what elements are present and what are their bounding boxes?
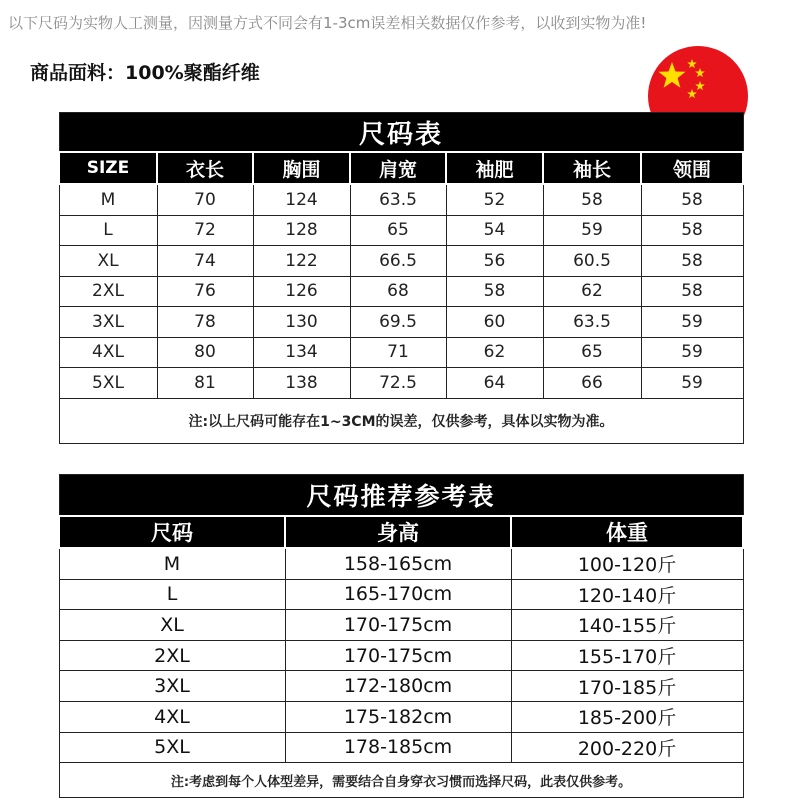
size-chart-table	[58, 112, 744, 444]
value-cell: 66.5	[350, 246, 446, 277]
value-cell: 81	[157, 368, 253, 399]
value-cell: 59	[641, 368, 743, 399]
value-cell: 60	[446, 307, 543, 338]
value-cell: 58	[641, 215, 743, 246]
value-cell: 63.5	[543, 307, 641, 338]
size-cell: 4XL	[59, 337, 157, 368]
value-cell: 134	[253, 337, 350, 368]
value-cell: 64	[446, 368, 543, 399]
value-cell: 140-155斤	[511, 610, 743, 641]
header-size: 尺码	[59, 516, 285, 548]
size-cell: M	[59, 548, 285, 579]
size-cell: 2XL	[59, 276, 157, 307]
small-star-3	[695, 81, 705, 90]
recommend-chart-row	[59, 548, 743, 579]
value-cell: 170-185斤	[511, 671, 743, 702]
value-cell: 165-170cm	[285, 579, 511, 610]
size-cell: XL	[59, 610, 285, 641]
value-cell: 170-175cm	[285, 640, 511, 671]
size-chart-row	[59, 246, 743, 277]
recommend-chart-note: 注:考虑到每个人体型差异，需要结合自身穿衣习惯而选择尺码，此表仅供参考。	[59, 763, 743, 798]
fabric-info: 商品面料：100%聚酯纤维	[30, 62, 260, 84]
value-cell: 59	[641, 337, 743, 368]
value-cell: 76	[157, 276, 253, 307]
recommend-chart-row	[59, 610, 743, 641]
header-sleeve-length: 袖长	[543, 152, 641, 184]
value-cell: 170-175cm	[285, 610, 511, 641]
value-cell: 120-140斤	[511, 579, 743, 610]
value-cell: 74	[157, 246, 253, 277]
value-cell: 122	[253, 246, 350, 277]
size-cell: L	[59, 579, 285, 610]
value-cell: 63.5	[350, 184, 446, 215]
value-cell: 68	[350, 276, 446, 307]
size-chart-row	[59, 215, 743, 246]
value-cell: 66	[543, 368, 641, 399]
recommend-chart-title: 尺码推荐参考表	[59, 475, 743, 517]
value-cell: 69.5	[350, 307, 446, 338]
value-cell: 158-165cm	[285, 548, 511, 579]
recommend-chart-row	[59, 732, 743, 763]
header-collar: 领围	[641, 152, 743, 184]
value-cell: 54	[446, 215, 543, 246]
value-cell: 72.5	[350, 368, 446, 399]
size-cell: 5XL	[59, 732, 285, 763]
value-cell: 58	[446, 276, 543, 307]
recommend-chart-header-row	[59, 516, 743, 548]
value-cell: 138	[253, 368, 350, 399]
size-cell: L	[59, 215, 157, 246]
value-cell: 200-220斤	[511, 732, 743, 763]
size-chart-title: 尺码表	[59, 113, 743, 153]
value-cell: 172-180cm	[285, 671, 511, 702]
value-cell: 100-120斤	[511, 548, 743, 579]
value-cell: 126	[253, 276, 350, 307]
size-cell: 5XL	[59, 368, 157, 399]
size-cell: M	[59, 184, 157, 215]
recommend-chart-row	[59, 640, 743, 671]
size-chart-row	[59, 337, 743, 368]
value-cell: 62	[446, 337, 543, 368]
value-cell: 128	[253, 215, 350, 246]
value-cell: 62	[543, 276, 641, 307]
value-cell: 175-182cm	[285, 701, 511, 732]
recommend-chart-row	[59, 701, 743, 732]
value-cell: 65	[350, 215, 446, 246]
size-cell: 3XL	[59, 307, 157, 338]
size-chart-row	[59, 307, 743, 338]
size-cell: 3XL	[59, 671, 285, 702]
value-cell: 130	[253, 307, 350, 338]
size-chart-row	[59, 184, 743, 215]
small-star-1	[687, 59, 697, 68]
recommend-chart-row	[59, 671, 743, 702]
size-cell: 2XL	[59, 640, 285, 671]
value-cell: 58	[543, 184, 641, 215]
header-height: 身高	[285, 516, 511, 548]
small-star-4	[687, 89, 697, 98]
value-cell: 71	[350, 337, 446, 368]
header-length: 衣长	[157, 152, 253, 184]
recommend-chart-row	[59, 579, 743, 610]
header-sleeve-width: 袖肥	[446, 152, 543, 184]
size-chart-header-row	[59, 152, 743, 184]
size-chart-row	[59, 368, 743, 399]
size-cell: 4XL	[59, 701, 285, 732]
value-cell: 80	[157, 337, 253, 368]
value-cell: 52	[446, 184, 543, 215]
value-cell: 72	[157, 215, 253, 246]
size-chart-note: 注:以上尺码可能存在1~3CM的误差，仅供参考，具体以实物为准。	[59, 398, 743, 443]
value-cell: 59	[543, 215, 641, 246]
value-cell: 58	[641, 276, 743, 307]
value-cell: 65	[543, 337, 641, 368]
value-cell: 124	[253, 184, 350, 215]
header-weight: 体重	[511, 516, 743, 548]
value-cell: 70	[157, 184, 253, 215]
value-cell: 60.5	[543, 246, 641, 277]
value-cell: 59	[641, 307, 743, 338]
value-cell: 178-185cm	[285, 732, 511, 763]
value-cell: 78	[157, 307, 253, 338]
header-size: SIZE	[59, 152, 157, 184]
value-cell: 185-200斤	[511, 701, 743, 732]
value-cell: 58	[641, 246, 743, 277]
value-cell: 58	[641, 184, 743, 215]
size-chart-row	[59, 276, 743, 307]
header-chest: 胸围	[253, 152, 350, 184]
large-star	[658, 62, 685, 88]
header-shoulder: 肩宽	[350, 152, 446, 184]
size-cell: XL	[59, 246, 157, 277]
size-recommendation-table	[58, 474, 744, 798]
small-star-2	[695, 68, 705, 77]
value-cell: 155-170斤	[511, 640, 743, 671]
measurement-disclaimer: 以下尺码为实物人工测量，因测量方式不同会有1-3cm误差相关数据仅作参考，以收到实物为准!	[8, 14, 647, 32]
value-cell: 56	[446, 246, 543, 277]
